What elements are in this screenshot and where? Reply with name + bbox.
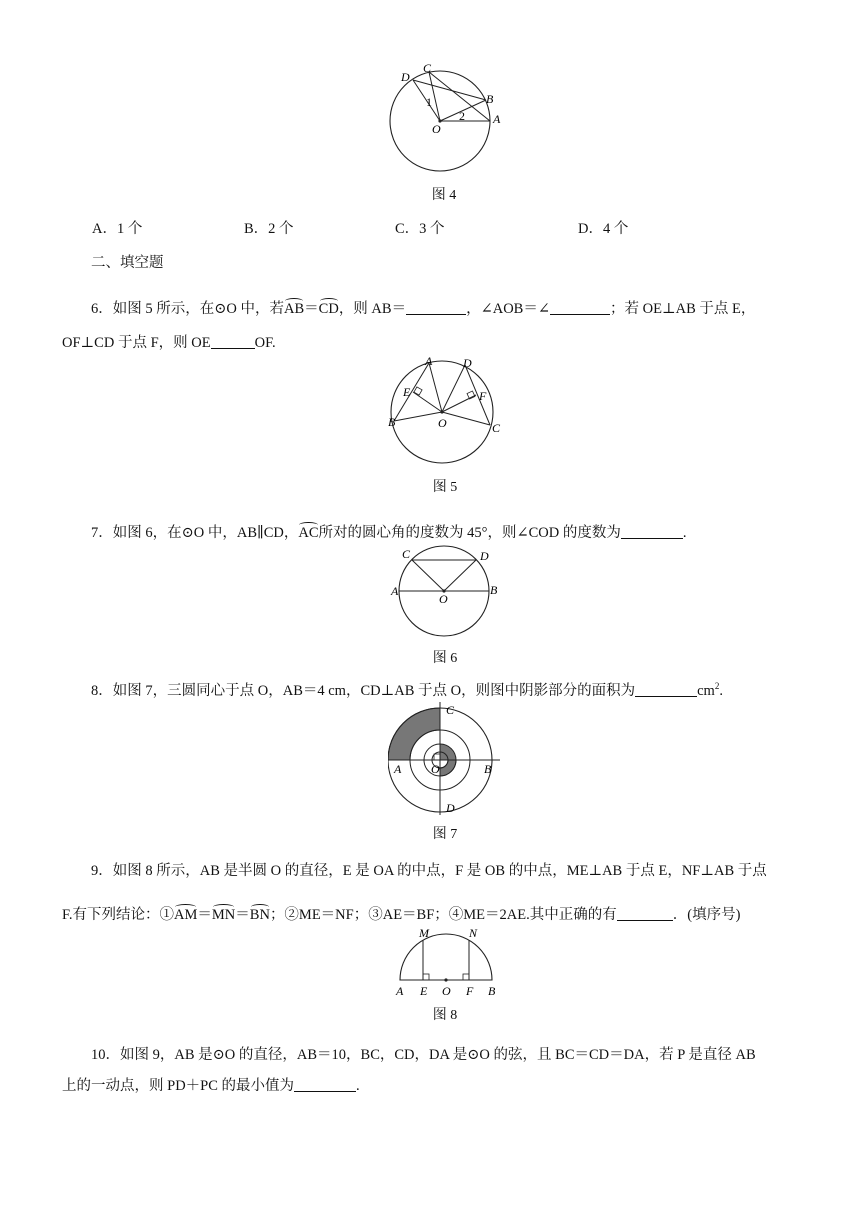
fig5-label-c: C (492, 421, 501, 435)
q6-blank-3[interactable] (211, 334, 255, 349)
q6-blank-2[interactable] (550, 300, 610, 315)
fig7-label-d: D (446, 801, 455, 815)
fig8-label-n: N (469, 926, 478, 940)
fig4-label-d: D (401, 70, 410, 84)
question-6-line-1: 6．如图 5 所示，在⊙O 中，若AB＝CD，则 AB＝ ，∠AOB＝∠ ；若 OE⊥AB 于点 E， (91, 301, 756, 317)
figure-5-caption: 图 5 (432, 480, 458, 495)
question-10-line-1: 10．如图 9，AB 是⊙O 的直径，AB＝10，BC，CD，DA 是⊙O 的弦，且 BC＝CD＝DA，若 P 是直径 AB (91, 1047, 756, 1063)
arc-mn: MN (211, 907, 236, 923)
option-d[interactable]: D．4 个 (578, 221, 629, 237)
q10-blank[interactable] (294, 1077, 356, 1092)
figure-6 (388, 544, 508, 640)
arc-ac: AC (298, 525, 319, 541)
fig7-label-o: O (431, 762, 440, 776)
fig5-label-f: F (479, 389, 487, 403)
fig7-label-b: B (484, 762, 492, 776)
option-b[interactable]: B．2 个 (244, 221, 294, 237)
fig5-label-o: O (438, 416, 447, 430)
option-c[interactable]: C．3 个 (395, 221, 445, 237)
figure-7-caption: 图 7 (432, 827, 458, 842)
fig6-label-a: A (391, 584, 399, 598)
fig4-angle-1: 1 (426, 95, 432, 109)
fig7-label-c: C (446, 703, 455, 717)
fig8-label-e: E (420, 984, 428, 998)
arc-cd: CD (318, 301, 339, 317)
fig5-label-a: A (425, 355, 433, 368)
q6-blank-1[interactable] (406, 300, 466, 315)
fig8-label-b: B (488, 984, 496, 998)
fig8-label-m: M (419, 926, 429, 940)
fig8-label-a: A (396, 984, 404, 998)
question-9-line-1: 9．如图 8 所示，AB 是半圆 O 的直径，E 是 OA 的中点，F 是 OB 的中点，ME⊥AB 于点 E，NF⊥AB 于点 (91, 863, 767, 879)
figure-5 (385, 355, 515, 467)
figure-8-caption: 图 8 (432, 1008, 458, 1023)
fig6-label-o: O (439, 592, 448, 606)
figure-8 (392, 924, 504, 1000)
figure-6-caption: 图 6 (432, 651, 458, 666)
arc-bn: BN (249, 907, 270, 923)
arc-ab: AB (284, 301, 305, 317)
fig6-label-b: B (490, 583, 498, 597)
fig8-label-f: F (466, 984, 474, 998)
fig5-label-b: B (388, 415, 396, 429)
question-9-line-2: F.有下列结论：①AM＝MN＝BN；②ME＝NF；③AE＝BF；④ME＝2AE.其中正确的有 ．(填序号) (62, 907, 741, 923)
fig6-label-d: D (480, 549, 489, 563)
q8-blank[interactable] (635, 682, 697, 697)
question-8: 8．如图 7，三圆同心于点 O，AB＝4 cm，CD⊥AB 于点 O，则图中阴影部分的面积为 $cm^2$. (91, 681, 723, 699)
q9-blank[interactable] (617, 906, 673, 921)
fig8-label-o: O (442, 984, 451, 998)
fig4-label-b: B (486, 92, 494, 106)
fig5-label-e: E (403, 385, 411, 399)
question-6-line-2: OF⊥CD 于点 F，则 OE OF. (62, 335, 276, 351)
fig4-label-o: O (432, 122, 441, 136)
question-7: 7．如图 6，在⊙O 中，AB∥CD，AC所对的圆心角的度数为 45°，则∠COD 的度数为 . (91, 525, 687, 541)
question-10-line-2: 上的一动点，则 PD＋PC 的最小值为 . (62, 1078, 360, 1094)
option-a[interactable]: A．1 个 (92, 221, 143, 237)
q7-blank[interactable] (621, 524, 683, 539)
arc-am: AM (174, 907, 198, 923)
fig4-angle-2: 2 (459, 109, 465, 123)
fig4-label-c: C (423, 62, 432, 75)
figure-7 (388, 702, 504, 816)
fig7-label-a: A (394, 762, 402, 776)
fig5-label-d: D (463, 356, 472, 370)
figure-4 (380, 62, 510, 174)
figure-4-caption: 图 4 (431, 188, 457, 203)
fig6-label-c: C (402, 547, 411, 561)
section-heading: 二、填空题 (91, 255, 164, 271)
fig4-label-a: A (493, 112, 501, 126)
